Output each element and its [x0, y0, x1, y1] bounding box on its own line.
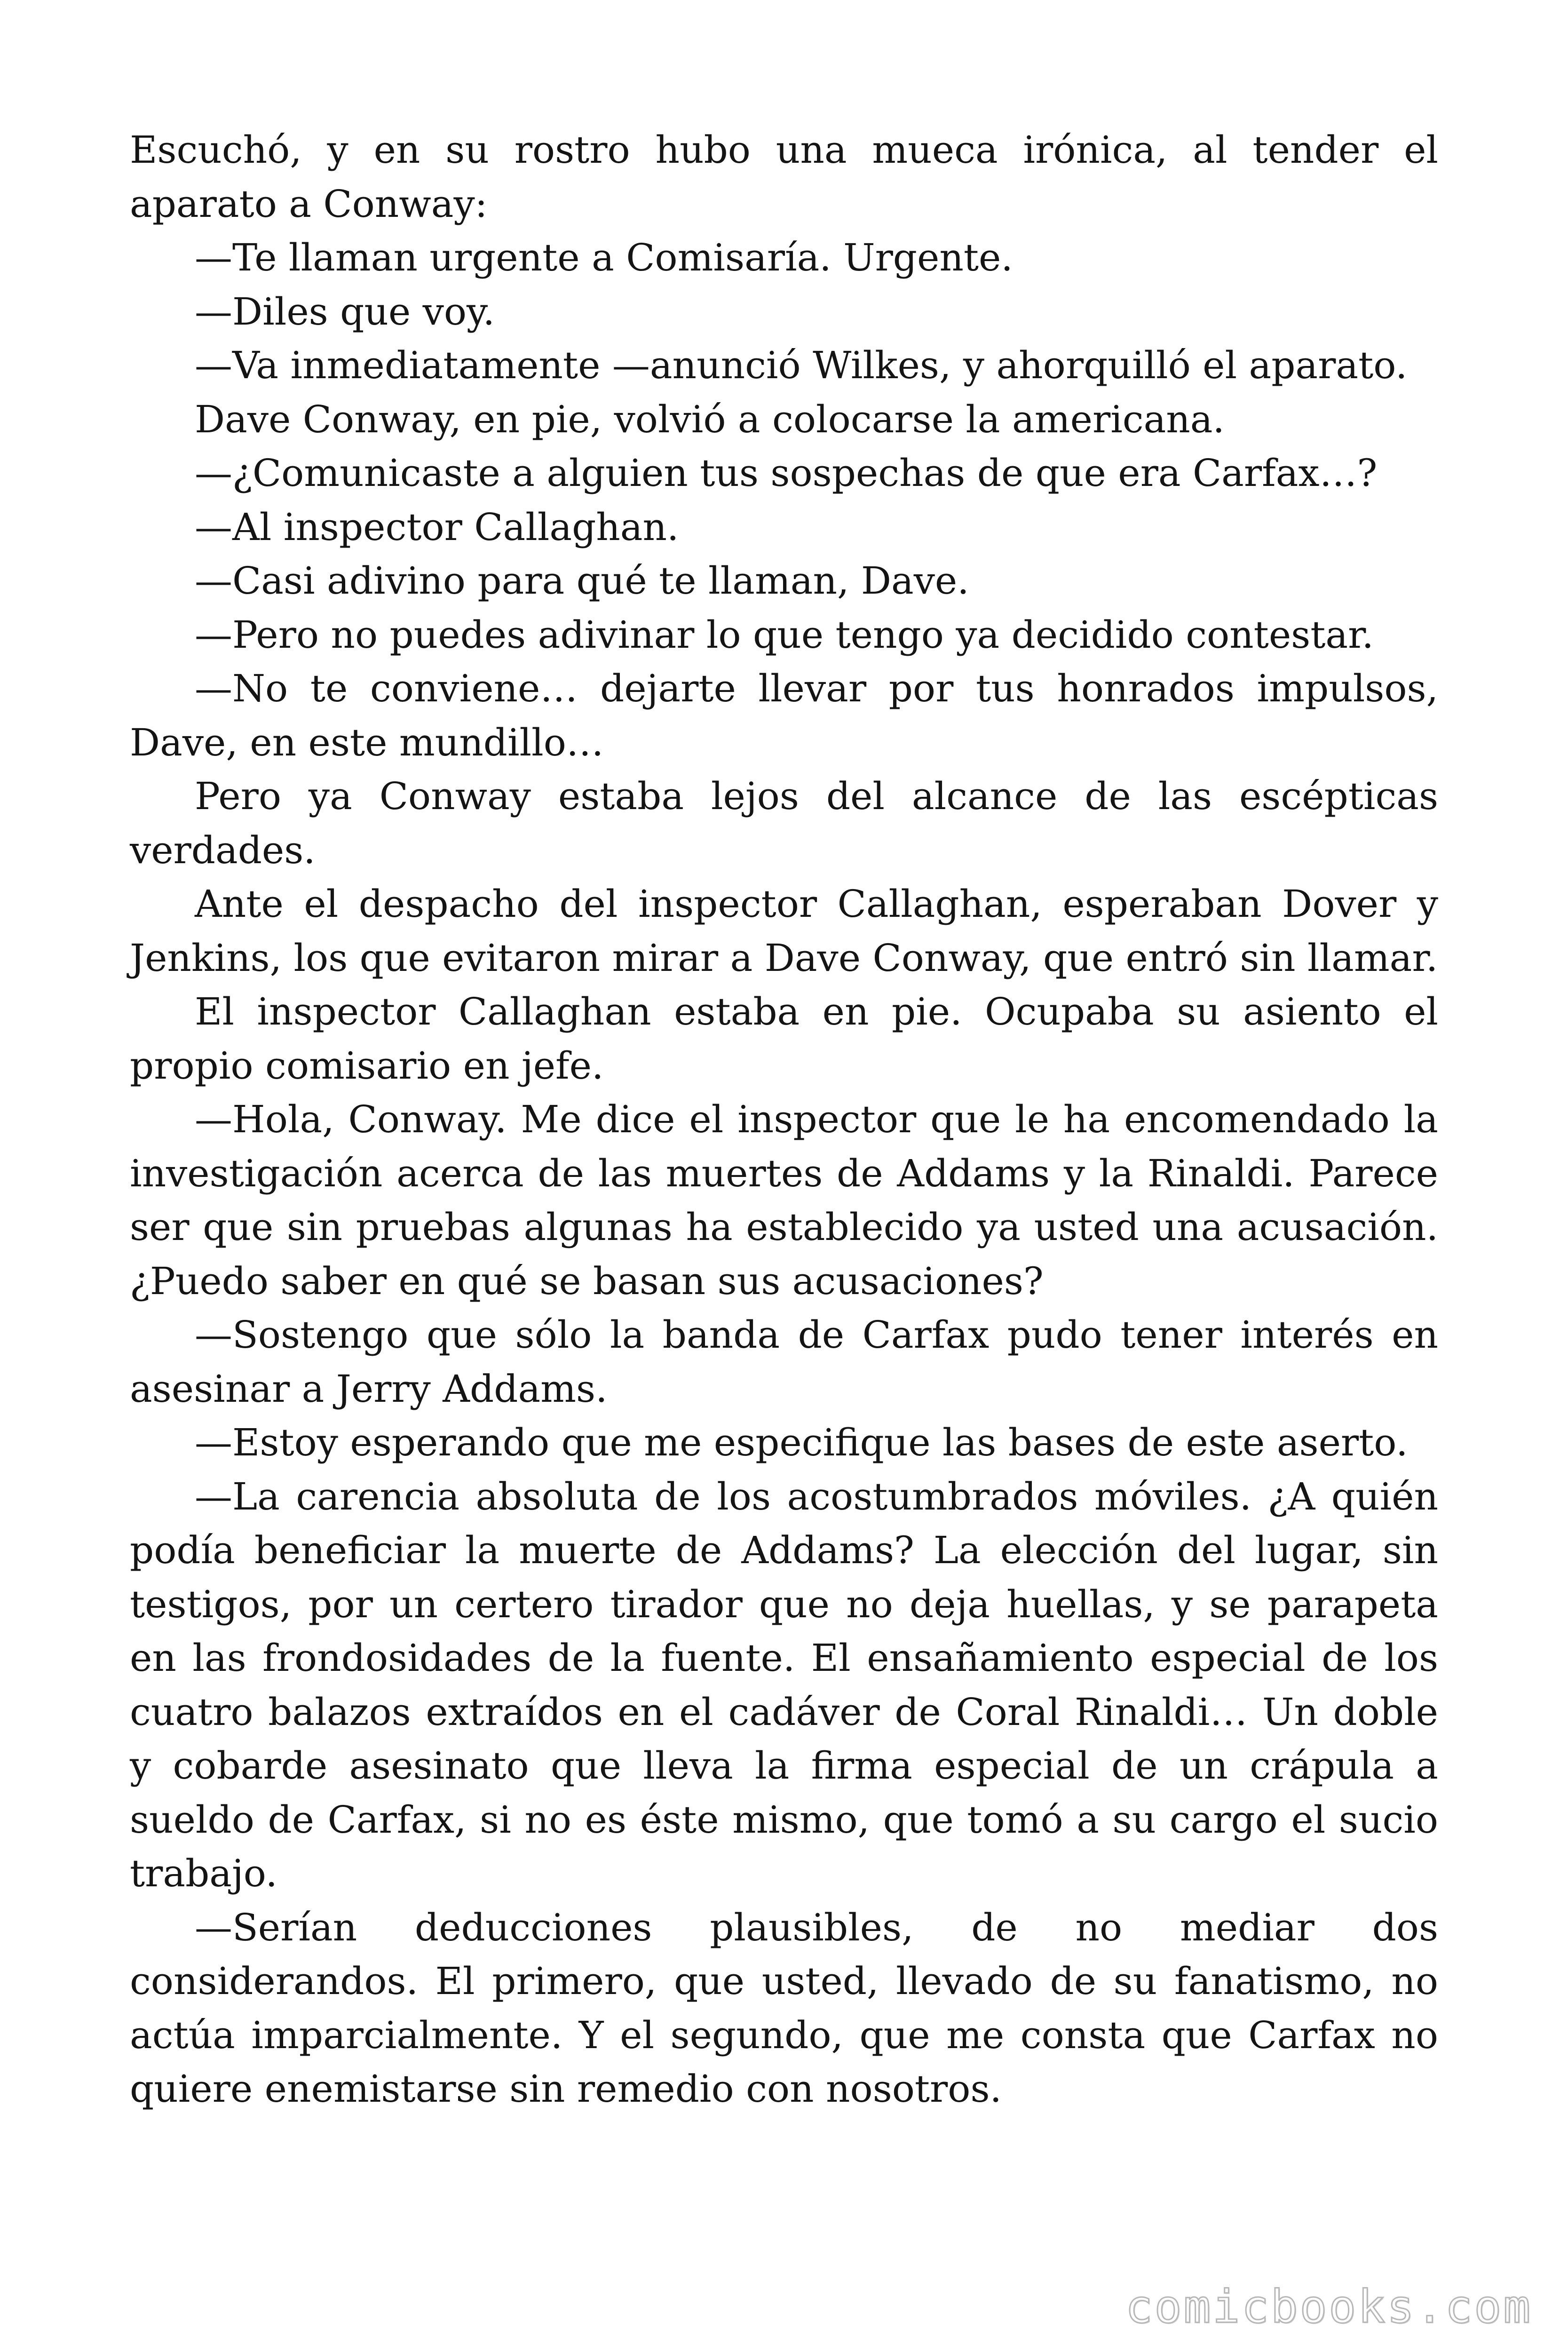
- paragraph: —Sostengo que sólo la banda de Carfax pudo tener interés en asesinar a Jerry Addams.: [130, 1313, 1438, 1411]
- paragraph: —Va inmediatamente —anunció Wilkes, y ahorquilló el aparato.: [195, 343, 1408, 387]
- paragraph: —Te llaman urgente a Comisaría. Urgente.: [195, 236, 1013, 279]
- paragraph: El inspector Callaghan estaba en pie. Ocupaba su asiento el propio comisario en jefe.: [130, 990, 1438, 1088]
- watermark: comicbooks.com: [1125, 2280, 1532, 2333]
- paragraph: —Hola, Conway. Me dice el inspector que le ha encomendado la investigación acerca de las muertes de Addams y la Rinaldi. Parece ser que sin pruebas algunas ha establecido ya usted una acusación. ¿Puedo saber en qué se basan sus acusaciones?: [130, 1097, 1438, 1303]
- paragraph: Ante el despacho del inspector Callaghan, esperaban Dover y Jenkins, los que evitaron mirar a Dave Conway, que entró sin llamar.: [130, 882, 1438, 980]
- body-text: [130, 123, 1438, 2116]
- paragraph: —Casi adivino para qué te llaman, Dave.: [195, 559, 969, 603]
- paragraph: —La carencia absoluta de los acostumbrados móviles. ¿A quién podía beneficiar la muerte de Addams? La elección del lugar, sin testigos, por un certero tirador que no deja huellas, y se parapeta en las frondosidades de la fuente. El ensañamiento especial de los cuatro balazos extraídos en el cadáver de Coral Rinaldi… Un doble y cobarde asesinato que lleva la firma especial de un crápula a sueldo de Carfax, si no es éste mismo, que tomó a su cargo el sucio trabajo.: [130, 1474, 1438, 1895]
- paragraph: Pero ya Conway estaba lejos del alcance de las escépticas verdades.: [130, 774, 1438, 872]
- paragraph: —Al inspector Callaghan.: [195, 505, 679, 549]
- paragraph: —No te conviene… dejarte llevar por tus honrados impulsos, Dave, en este mundillo…: [130, 667, 1438, 764]
- paragraph: —Serían deducciones plausibles, de no mediar dos considerandos. El primero, que usted, llevado de su fanatismo, no actúa imparcialmente. Y el segundo, que me consta que Carfax no quiere enemistarse sin remedio con nosotros.: [130, 1905, 1438, 2111]
- paragraph: —Estoy esperando que me especifique las bases de este aserto.: [195, 1421, 1408, 1464]
- paragraph: —Pero no puedes adivinar lo que tengo ya decidido contestar.: [195, 612, 1374, 657]
- paragraph: —¿Comunicaste a alguien tus sospechas de que era Carfax…?: [195, 451, 1378, 495]
- paragraph: —Diles que voy.: [195, 289, 495, 334]
- paragraph: Escuchó, y en su rostro hubo una mueca irónica, al tender el aparato a Conway:: [130, 128, 1438, 226]
- paragraph: Dave Conway, en pie, volvió a colocarse la americana.: [195, 397, 1225, 441]
